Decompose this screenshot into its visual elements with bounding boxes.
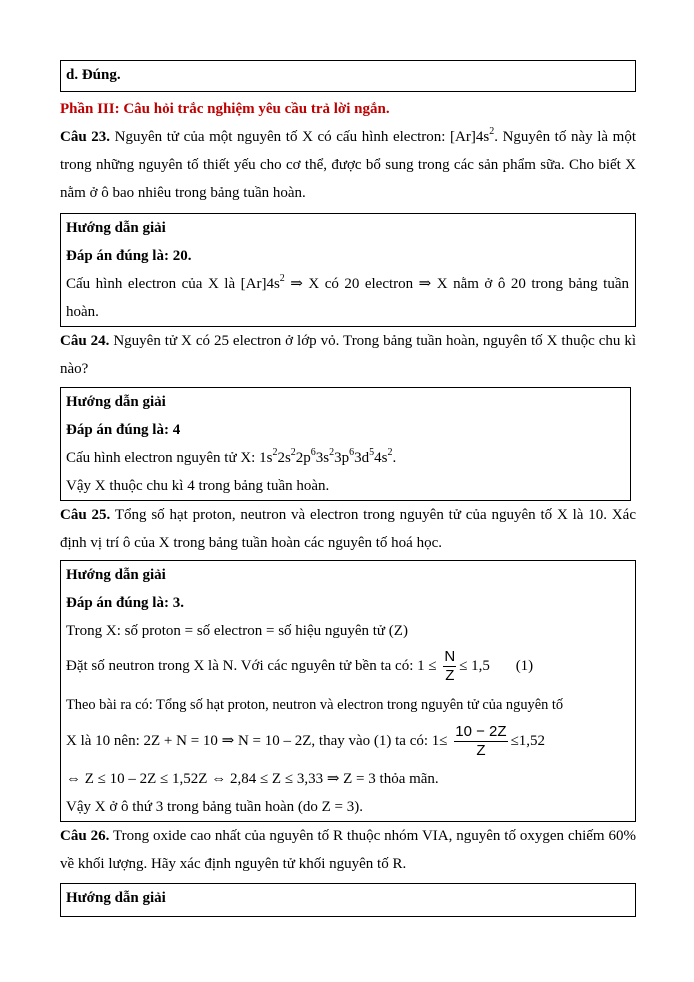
config-electron-count: 2 (387, 447, 393, 458)
answer-box-d (60, 60, 636, 92)
question-26-label: Câu 26. (60, 828, 110, 844)
config-end: . (392, 450, 397, 466)
question-24-text: Nguyên tử X có 25 electron ở lớp vỏ. Trong bảng tuần hoàn, nguyên tố X thuộc chu kì nào? (60, 333, 636, 377)
solution-25-line-2 (66, 645, 635, 687)
guide-title-25: Hướng dẫn giải (66, 567, 166, 583)
solution-25-line-5: ⇔ Z ≤ 10 – 2Z ≤ 1,52Z ⇔ 2,84 ≤ Z ≤ 3,33 ⇒ Z = 3 thỏa mãn. (66, 771, 439, 787)
config-electron-count: 2 (290, 447, 296, 458)
config-orbital: 3p (334, 450, 350, 466)
config-electron-count: 6 (349, 447, 355, 458)
solution-23-part-2: ⇒ X có 20 electron ⇒ X nằm ở ô 20 trong bảng tuần hoàn. (66, 276, 629, 320)
answer-24: Đáp án đúng là: 4 (66, 422, 181, 438)
electron-config-24 (66, 444, 630, 472)
solution-25-line-3: Theo bài ra có: Tổng số hạt proton, neutron và electron trong nguyên tử của nguyên tố (66, 697, 564, 713)
config-prefix: Cấu hình electron nguyên tử X: (66, 450, 260, 466)
config-electron-count: 2 (329, 447, 335, 458)
solution-box-23 (60, 213, 636, 327)
question-23-label: Câu 23. (60, 129, 111, 145)
guide-title-24: Hướng dẫn giải (66, 394, 166, 410)
question-26 (60, 822, 636, 878)
guide-title-26: Hướng dẫn giải (66, 890, 166, 906)
config-orbital: 4s (374, 450, 388, 466)
solution-25-line-6: Vậy X ở ô thứ 3 trong bảng tuần hoàn (do Z = 3). (66, 799, 363, 815)
solution-box-25 (60, 560, 636, 822)
config-orbital: 2p (295, 450, 311, 466)
answer-25: Đáp án đúng là: 3. (66, 595, 184, 611)
solution-23-sup: 2 (279, 273, 285, 284)
conclusion-24: Vậy X thuộc chu kì 4 trong bảng tuần hoàn. (66, 478, 330, 494)
line-2-post: ≤ 1,5 (459, 658, 490, 674)
solution-23-part-1: Cấu hình electron của X là [Ar]4s (66, 276, 280, 292)
config-orbital: 3s (315, 450, 330, 466)
question-23-text-1: Nguyên tử của một nguyên tố X có cấu hình electron: [Ar]4s (110, 129, 490, 145)
config-electron-count: 5 (369, 447, 375, 458)
config-orbital: 1s (259, 450, 273, 466)
fraction-1-numerator: N (444, 648, 456, 666)
question-25-text: Tổng số hạt proton, neutron và electron trong nguyên tử của nguyên tố X là 10. Xác định vị trí ô của X trong bảng tuần hoàn các nguyên tố hoá học. (60, 507, 636, 551)
equation-ref-1: (1) (515, 658, 534, 674)
config-terms (259, 447, 393, 466)
question-23-text-2: . Nguyên tố này là một trong những nguyên tố thiết yếu cho cơ thể, được bổ sung trong các sản phẩm sữa. Cho biết X nằm ở ô bao nhiêu trong bảng tuần hoàn. (60, 129, 636, 201)
question-24 (60, 327, 636, 383)
line-4-pre: X là 10 nên: 2Z + N = 10 ⇒ N = 10 – 2Z, thay vào (1) ta có: 1≤ (66, 733, 448, 749)
answer-d-text: d. Đúng. (66, 67, 121, 83)
solution-25-line-1: Trong X: số proton = số electron = số hiệu nguyên tử (Z) (66, 623, 408, 639)
section-title: Phần III: Câu hỏi trắc nghiệm yêu cầu trả lời ngắn. (60, 101, 390, 117)
question-24-label: Câu 24. (60, 333, 110, 349)
fraction-n-over-z (443, 648, 456, 685)
line-2-pre: Đặt số neutron trong X là N. Với các nguyên tử bền ta có: 1 ≤ (66, 658, 437, 674)
question-23-sup: 2 (489, 126, 495, 137)
line-4-post: ≤1,52 (510, 733, 546, 749)
question-26-text: Trong oxide cao nhất của nguyên tố R thuộc nhóm VIA, nguyên tố oxygen chiếm 60% về khối lượng. Hãy xác định nguyên tử khối nguyên tố R. (60, 828, 636, 872)
answer-23: Đáp án đúng là: 20. (66, 248, 192, 264)
fraction-2-denominator: Z (476, 742, 486, 760)
solution-25-line-4 (66, 719, 635, 763)
fraction-10-minus-2z-over-z (454, 723, 507, 760)
question-25-label: Câu 25. (60, 507, 111, 523)
solution-23-text (66, 270, 635, 326)
config-electron-count: 6 (310, 447, 316, 458)
question-23 (60, 123, 636, 207)
config-orbital: 2s (277, 450, 291, 466)
solution-box-24 (60, 387, 631, 501)
question-25 (60, 501, 636, 557)
document-page (60, 60, 636, 917)
fraction-1-denominator: Z (445, 667, 455, 685)
config-orbital: 3d (354, 450, 370, 466)
fraction-2-numerator: 10 − 2Z (455, 723, 507, 741)
solution-box-26 (60, 883, 636, 917)
guide-title-23: Hướng dẫn giải (66, 220, 166, 236)
config-electron-count: 2 (272, 447, 278, 458)
